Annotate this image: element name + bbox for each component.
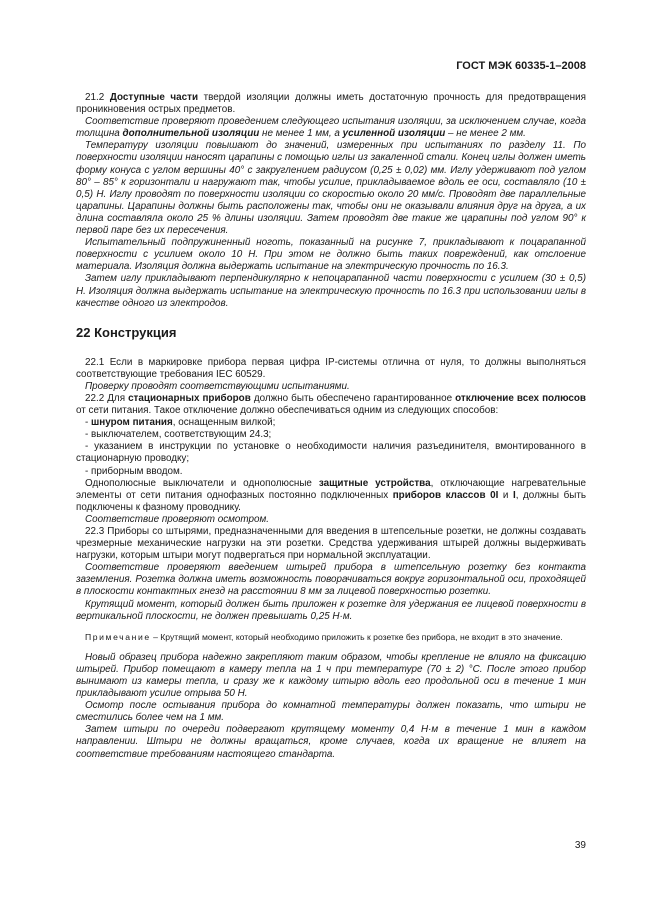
list-item: - выключателем, соответствующим 24.3; <box>85 429 272 441</box>
paragraph-22-2-check: Соответствие проверяют осмотром. <box>85 513 270 525</box>
term-accessible-parts: Доступные части <box>109 92 199 103</box>
paragraph-22-1-check: Проверку проводят соответствующими испытаниями. <box>85 380 350 392</box>
term-class-0i: приборов классов 0I <box>392 489 499 501</box>
term-class-i: I <box>512 489 516 501</box>
text: должно быть обеспечено гарантированное <box>250 392 456 404</box>
term-stationary-appliances: стационарных приборов <box>128 392 251 404</box>
text: - <box>85 417 92 429</box>
term-supplementary-insulation: дополнительной изоляции <box>122 128 260 140</box>
standard-header: ГОСТ МЭК 60335-1–2008 <box>456 60 586 72</box>
text: Однополюсные выключатели и однополюсные <box>85 477 319 489</box>
paragraph-socket-test: Соответствие проверяют введением штырей прибора в штепсельную розетку без контакта заземления. Розетка должна иметь возможность поворачиваться вокруг горизонтальной оси, проходящей в плоскости контактных гнезд на расстоянии 8 мм за лицевой поверхностью розетки. <box>76 562 586 598</box>
paragraph-needle-electrode: Затем иглу прикладывают перпендикулярно к непоцарапанной части поверхности с усилием (30 ± 0,5) Н. Изоляция должна выдержать испытание на электрическую прочность по 16.3 при использовании иглы в качестве одного из электродов. <box>76 273 586 309</box>
paragraph-22-3: 22.3 Приборы со штырями, предназначенными для введения в штепсельные розетки, не должны создавать чрезмерные механические нагрузки на эти розетки. Средства удерживания штырей должны выдерживать нагрузки, которым штыри могут подвергаться при нормальной эксплуатации. <box>76 526 586 562</box>
paragraph-scratch-test: Температуру изоляции повышают до значений, измеренных при испытаниях по разделу 11. По поверхности изоляции наносят царапины с помощью иглы из закаленной стали. Конец иглы должен иметь форму конуса с углом вершины 40° с закруглением радиусом (0,25 ± 0,02) мм. Иглу удерживают под углом 80° – 85° к горизонтали и нагружают так, чтобы усилие, прикладываемое вдоль ее оси, составляло (10 ± 0,5) Н. Иглу проводят по поверхности изоляции со скоростью около 20 мм/с. Проводят две параллельные царапины. Царапины должны быть расположены так, чтобы они не оказывали влияния друг на друга, а их длина составляла около 25 % длины изоляции. Затем проводят две такие же царапины под углом 90° к первой паре без их пересечения. <box>76 140 586 237</box>
text: и <box>498 489 513 501</box>
text: , отключающие нагревательные элементы от сети питания однофазных постоянно подключенных <box>76 477 586 501</box>
page-number: 39 <box>574 840 586 851</box>
paragraph-22-2 <box>76 393 586 417</box>
paragraph-rotation-test: Затем штыри по очереди подвергают крутящему моменту 0,4 Н·м в течение 1 мин в каждом направлении. Штыри не должны вращаться, кроме случаев, когда их вращение не влияет на соответствие требованиям настоящего стандарта. <box>76 724 586 760</box>
page-content <box>76 92 586 761</box>
section-heading-22: 22 Конструкция <box>76 324 177 340</box>
note-label: Примечание <box>85 631 151 642</box>
paragraph-torque: Крутящий момент, который должен быть приложен к розетке для удержания ее лицевой поверхности в вертикальной плоскости, не должен превышать 0,25 Н·м. <box>76 598 586 622</box>
text: не менее 1 мм, а <box>259 128 343 140</box>
text: – не менее 2 мм. <box>445 128 526 140</box>
term-reinforced-insulation: усиленной изоляции <box>342 128 446 140</box>
text: , должны быть подключены к фазному проводнику. <box>76 489 586 513</box>
note <box>76 632 586 643</box>
paragraph-cooling-check: Осмотр после остывания прибора до комнатной температуры должен показать, что штыри не сместились более чем на 1 мм. <box>76 700 586 724</box>
paragraph-single-pole <box>76 478 586 514</box>
list-item: - приборным вводом. <box>85 465 183 477</box>
term-all-pole-disconnection: отключение всех полюсов <box>455 392 586 404</box>
text: твердой изоляции должны иметь достаточную прочность для предотвращения проникновения острых предметов. <box>76 92 586 116</box>
note-text: – Крутящий момент, который необходимо приложить к розетке без прибора, не входит в это значение. <box>150 631 563 642</box>
text: от сети питания. Такое отключение должно обеспечиваться одним из следующих способов: <box>76 405 499 417</box>
paragraph-heat-test: Новый образец прибора надежно закрепляют таким образом, чтобы крепление не влияло на фиксацию штырей. Прибор помещают в камеру тепла на 1 ч при температуре (70 ± 2) °С. После этого прибор вынимают из камеры тепла, и сразу же к каждому штырю вдоль его продольной оси в течение 1 мин прикладывают усилие отрыва 50 Н. <box>76 651 586 700</box>
term-protective-devices: защитные устройства <box>318 477 431 489</box>
term-supply-cord: шнуром питания <box>91 417 173 429</box>
paragraph-compliance <box>76 116 586 140</box>
paragraph-test-nail: Испытательный подпружиненный ноготь, показанный на рисунке 7, прикладывают к поцарапанной поверхности с усилием около 10 Н. При этом не должно быть таких повреждений, как отслоение материала. Изоляция должна выдержать испытание на электрическую прочность по 16.3. <box>76 237 586 273</box>
text: 21.2 <box>85 92 110 103</box>
paragraph-21-2 <box>76 92 586 116</box>
text: 22.2 Для <box>85 392 129 404</box>
paragraph-22-1: 22.1 Если в маркировке прибора первая цифра IP-системы отлична от нуля, то должны выполняться соответствующие требования IEC 60529. <box>76 356 586 380</box>
text: , оснащенным вилкой; <box>172 417 276 429</box>
text: Соответствие проверяют проведением следующего испытания изоляции, за исключением случае, когда толщина <box>76 116 586 140</box>
list-item <box>76 417 586 429</box>
list-item: - указанием в инструкции по установке о необходимости наличия разъединителя, вмонтированного в стационарную проводку; <box>76 441 586 465</box>
